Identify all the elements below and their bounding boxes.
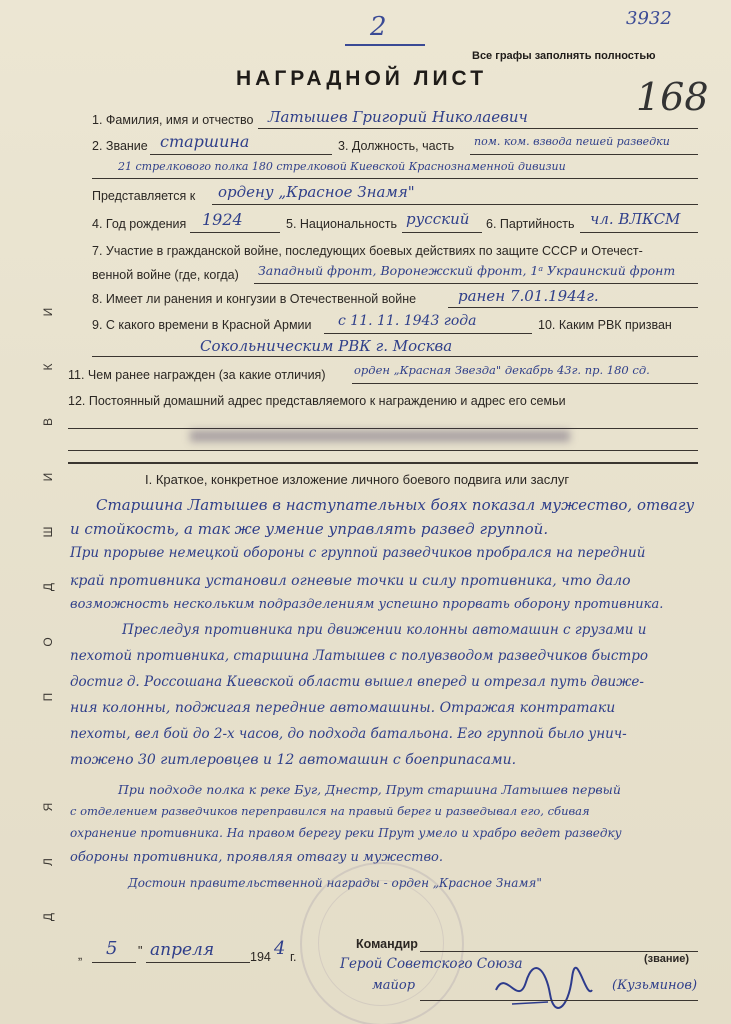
field-5-value: русский [406,210,470,228]
story-line: При подходе полка к реке Буг, Днестр, Прут старшина Латышев первый [118,782,621,797]
date-month: апреля [150,940,215,960]
document-title: НАГРАДНОЙ ЛИСТ [236,67,488,90]
field-1-line [258,128,698,129]
date-quote-open: „ [78,948,83,962]
field-12-label: 12. Постоянный домашний адрес представляемого к награждению и адрес его семьи [68,394,566,408]
date-quote-close: " [138,944,143,958]
date-year-hand: 4 [274,938,286,959]
story-line: ния колонны, поджигая передние автомашины. Отражая контратаки [70,700,616,716]
date-year-suffix: г. [290,950,297,964]
field-8-line [448,307,698,308]
field-2-value: старшина [160,132,250,151]
field-9-label: 9. С какого времени в Красной Армии [92,318,312,332]
story-line: обороны противника, проявляя отвагу и мужество. [70,850,443,865]
field-3-value: пом. ком. взвода пешей разведки [474,135,670,148]
commander-name: (Кузьминов) [612,978,698,993]
side-letter: Д [41,912,55,921]
story-line: Достоин правительственной награды - орден „Красное Знамя" [128,876,542,890]
rank-label: (звание) [644,953,690,965]
present-value: ордену „Красное Знамя" [218,183,415,201]
field-7-label-1: 7. Участие в гражданской войне, последующих боевых действиях по защите СССР и Отечест- [92,244,643,258]
section-title: I. Краткое, конкретное изложение личного боевого подвига или заслуг [145,472,570,487]
story-line: с отделением разведчиков переправился на правый берег и разведывал его, сбивая [70,804,590,818]
field-4-value: 1924 [202,210,243,229]
field-11-line [352,383,698,384]
field-5-line [402,232,482,233]
side-letter: К [41,363,55,370]
field-6-value: чл. ВЛКСМ [590,210,681,228]
story-line: охранение противника. На правом берегу реки Прут умело и храбро ведет разведку [70,826,622,840]
story-line: пехоты, вел бой до 2-х часов, до подхода батальона. Его группой было унич- [70,726,627,742]
rank-value-1: Герой Советского Союза [340,956,523,972]
field-12-line-1 [68,428,698,429]
field-12-redaction [190,430,570,442]
field-10-value: Сокольническим РВК г. Москва [200,337,453,355]
field-9-value: с 11. 11. 1943 года [338,313,477,329]
side-label [38,285,58,945]
side-letter: П [41,692,55,701]
story-line: возможность нескольким подразделениям успешно прорвать оборону противника. [70,597,664,612]
commander-line [420,951,698,952]
rank-value-2: майор [372,978,416,993]
signature-scribble [488,960,598,1016]
fill-instruction: Все графы заполнять полностью [472,50,656,62]
story-line: тожено 30 гитлеровцев и 12 автомашин с боеприпасами. [70,752,517,768]
field-3-label: 3. Должность, часть [338,139,455,153]
field-3-line-2 [92,178,698,179]
side-letter: И [41,472,55,481]
field-4-line [190,232,280,233]
story-line: При прорыве немецкой обороны с группой разведчиков пробрался на передний [70,545,646,561]
field-6-label: 6. Партийность [486,217,575,231]
field-6-line [580,232,698,233]
story-line: и стойкость, а так же умение управлять развед группой. [70,520,549,538]
side-number: 168 [636,75,709,119]
page-number: 2 [370,12,387,42]
present-label: Представляется к [92,189,196,203]
field-4-label: 4. Год рождения [92,217,187,231]
field-8-value: ранен 7.01.1944г. [458,287,599,305]
date-day: 5 [106,938,118,959]
side-letter: Ш [41,526,55,537]
field-2-label: 2. Звание [92,139,148,153]
story-line: пехотой противника, старшина Латышев с полувзводом разведчиков быстро [70,648,648,664]
present-line [212,204,698,205]
field-8-label: 8. Имеет ли ранения и конгузии в Отечественной войне [92,292,417,306]
field-9-line [324,333,532,334]
field-7-line [254,283,698,284]
page-number-underline [345,44,425,46]
field-3-line [470,154,698,155]
name-line [420,1000,698,1001]
commander-label: Командир [356,937,418,951]
field-3-value-2: 21 стрелкового полка 180 стрелковой Киевской Краснознаменной дивизии [118,160,566,173]
story-line: край противника установил огневые точки и силу противника, что дало [70,573,631,589]
side-letter: О [41,636,55,647]
story-line: Старшина Латышев в наступательных боях показал мужество, отвагу [96,496,695,514]
field-1-value: Латышев Григорий Николаевич [268,108,528,126]
field-7-value: Западный фронт, Воронежский фронт, 1ᵃ Украинский фронт [258,263,676,278]
field-11-label: 11. Чем ранее награжден (за какие отличия) [68,368,326,382]
side-letter: Я [41,802,55,811]
field-5-label: 5. Национальность [286,217,397,231]
archive-number: 3932 [626,8,672,29]
side-letter: И [41,307,55,316]
side-letter: Д [41,582,55,591]
field-11-value: орден „Красная Звезда" декабрь 43г. пр. 180 сд. [354,363,650,377]
section-divider [68,462,698,464]
date-year-print: 194 [250,950,271,964]
side-letter: Л [41,857,55,866]
field-10-line [92,356,698,357]
field-12-line-2 [68,450,698,451]
field-2-line [150,154,332,155]
date-month-line [146,962,250,963]
field-10-label: 10. Каким РВК призван [538,318,672,332]
field-7-label-2: венной войне (где, когда) [92,268,239,282]
field-1-label: 1. Фамилия, имя и отчество [92,113,254,127]
story-line: достиг д. Россошана Киевской области вышел вперед и отрезал путь движе- [70,674,644,690]
side-letter: В [41,417,55,426]
date-day-line [92,962,136,963]
story-line: Преследуя противника при движении колонны автомашин с грузами и [122,622,647,638]
